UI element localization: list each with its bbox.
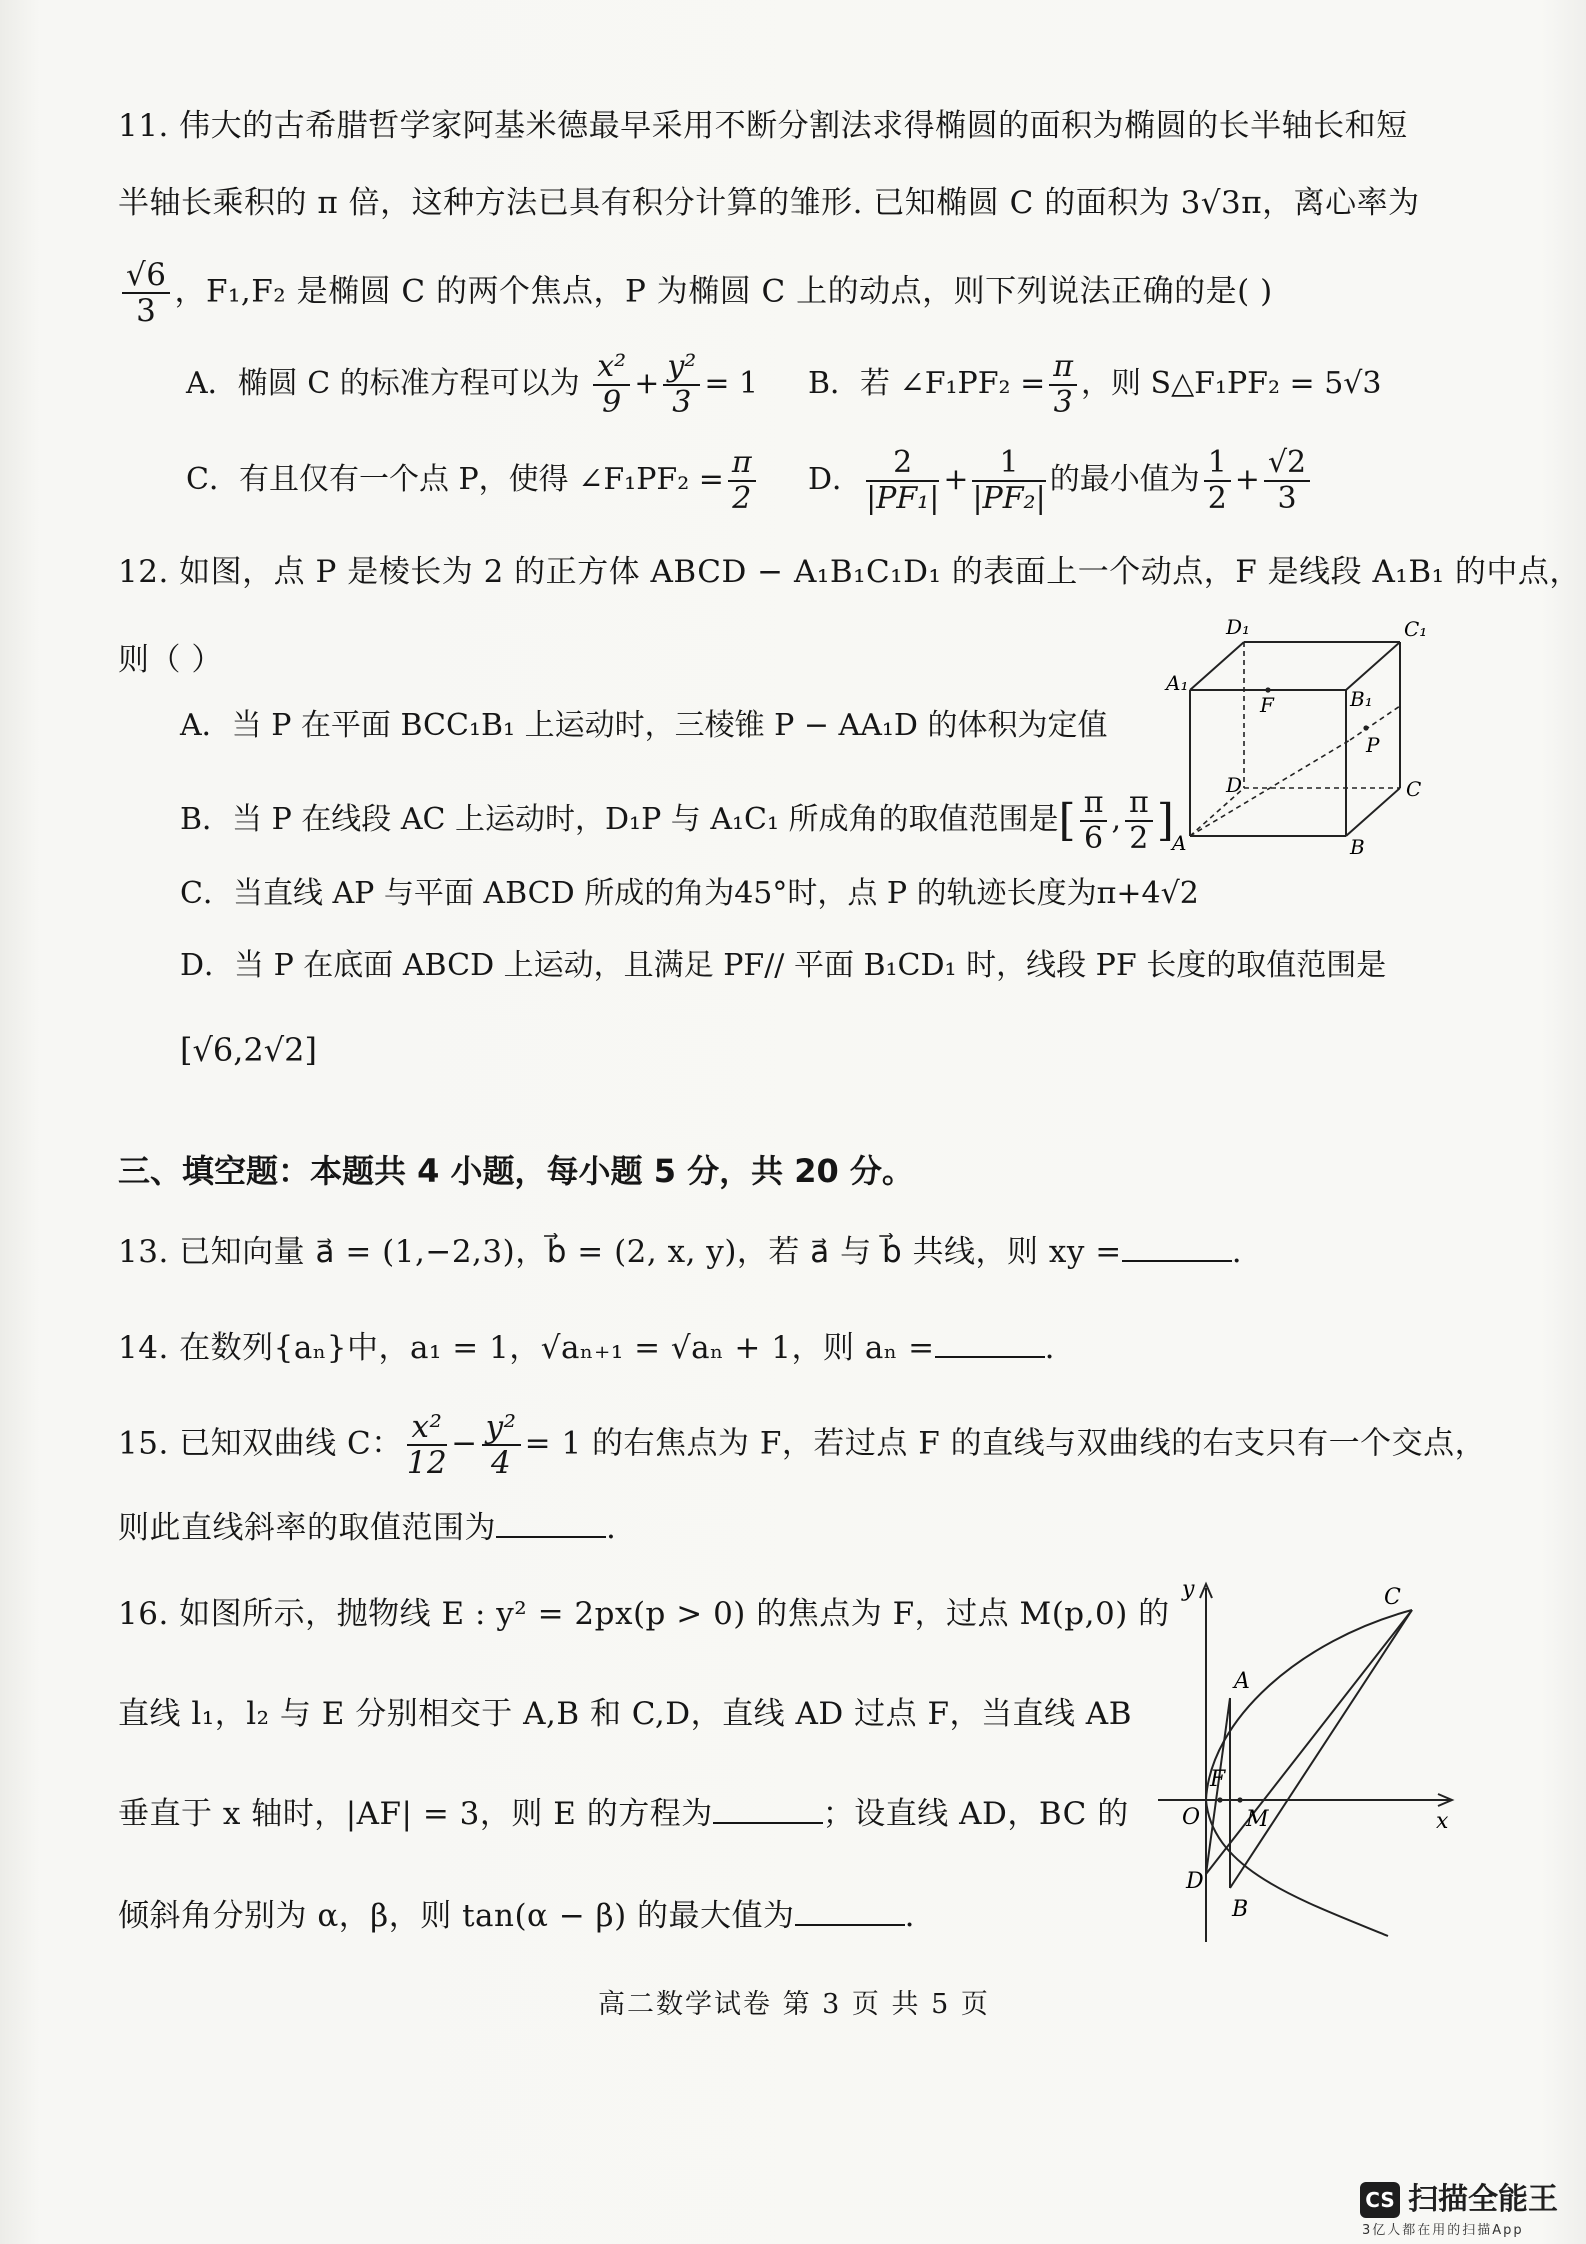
q11-d-frac1-num: 2: [866, 446, 939, 482]
q11-option-d-label: D．: [808, 462, 863, 497]
label-c: C: [1384, 1585, 1401, 1610]
q11-d-plus2: +: [1234, 462, 1260, 497]
q12-b-frac1-num: π: [1080, 786, 1108, 822]
q11-d-frac4-den: 3: [1277, 481, 1297, 516]
q16-answer-blank-1: [713, 1796, 823, 1824]
q16-line4: [118, 1896, 915, 1936]
q11-a-frac1-den: 9: [602, 385, 622, 420]
label-f: F: [1260, 693, 1274, 717]
q11-d-frac3: [1204, 446, 1231, 516]
q11-a-frac2-num: y²: [663, 350, 700, 386]
q11-d-frac2-den: |PF₂|: [972, 481, 1046, 516]
parabola-upper-branch: [1206, 1610, 1412, 1800]
q12-b-left-bracket: [: [1058, 795, 1076, 846]
camscanner-name: 扫描全能王: [1408, 2182, 1558, 2217]
q15-frac1-den: 12: [406, 1445, 448, 1481]
q11-option-b-result: ，则 S△F₁PF₂ = 5√3: [1080, 366, 1382, 401]
line-bc: [1230, 1610, 1412, 1888]
label-a1: A₁: [1166, 671, 1189, 695]
edge-a1-d1: [1190, 642, 1244, 690]
q14: [118, 1328, 1055, 1368]
q11-a-equals: = 1: [704, 366, 759, 401]
label-d1: D₁: [1226, 615, 1251, 639]
q11-a-frac2: [663, 350, 700, 420]
q11-option-d: [808, 446, 1314, 516]
q11-d-frac2: [972, 446, 1045, 516]
q11-option-a-text: A．椭圆 C 的标准方程可以为: [186, 366, 580, 401]
q11-option-d-text: 的最小值为: [1049, 462, 1200, 497]
q16-period: .: [904, 1898, 915, 1934]
q16-line3-text: 垂直于 x 轴时，|AF| = 3，则 E 的方程为: [118, 1796, 713, 1832]
q12-line1: 12. 如图，点 P 是棱长为 2 的正方体 ABCD − A₁B₁C₁D₁ 的表面上一个动点，F 是线段 A₁B₁ 的中点，: [118, 554, 1581, 590]
q11-b-frac-num: π: [1049, 350, 1077, 386]
q11-d-frac4: [1264, 446, 1310, 516]
q15-period: .: [606, 1510, 617, 1546]
q15-frac1-num: x²: [407, 1410, 447, 1446]
page-footer: 高二数学试卷 第 3 页 共 5 页: [598, 1989, 990, 2020]
label-x: x: [1436, 1809, 1449, 1834]
camscanner-tagline: 3亿人都在用的扫描App: [1362, 2223, 1524, 2238]
eccentricity-denominator: 3: [136, 293, 157, 329]
edge-b1-c1: [1346, 642, 1400, 690]
q15-text-rest: = 1 的右焦点为 F，若过点 F 的直线与双曲线的右支只有一个交点，: [524, 1425, 1487, 1462]
q11-c-frac-num: π: [728, 446, 756, 482]
q11-d-frac4-num: √2: [1264, 446, 1310, 482]
q11-c-frac: [728, 446, 756, 516]
q12-b-frac1-den: 6: [1084, 821, 1104, 856]
q11-c-frac-den: 2: [732, 481, 752, 516]
q16-line4-text: 倾斜角分别为 α，β，则 tan(α − β) 的最大值为: [118, 1898, 795, 1934]
parabola-diagram: [1150, 1570, 1460, 1950]
label-c: C: [1406, 777, 1422, 801]
q12-option-a: A．当 P 在平面 BCC₁B₁ 上运动时，三棱锥 P − AA₁D 的体积为定值: [180, 708, 1108, 743]
q12-b-frac1: [1080, 786, 1108, 856]
q12-option-b-text: B．当 P 在线段 AC 上运动时，D₁P 与 A₁C₁ 所成角的取值范围是: [180, 802, 1059, 837]
label-m: M: [1246, 1807, 1269, 1832]
q13-answer-blank: [1122, 1234, 1232, 1262]
point-p: [1363, 725, 1368, 730]
label-a: A: [1172, 831, 1187, 855]
label-c1: C₁: [1404, 617, 1428, 641]
camscanner-logo: CS: [1360, 2182, 1400, 2218]
q12-option-b: B．当 P 在线段 AC 上运动时，D₁P 与 A₁C₁ 所成角的取值范围是[ $\frac{\pi}{6}$ , $\frac{\pi}{2}$ ]: [180, 785, 1174, 856]
label-f: F: [1210, 1767, 1226, 1792]
eccentricity-numerator: √6: [122, 258, 170, 294]
label-b: B: [1232, 1897, 1249, 1922]
line-cd: [1206, 1610, 1412, 1874]
label-b: B: [1350, 835, 1365, 856]
q15-frac2: [482, 1410, 521, 1480]
q16-line2: 直线 l₁，l₂ 与 E 分别相交于 A,B 和 C,D，直线 AD 过点 F，当直线 AB: [118, 1696, 1132, 1732]
label-d: D: [1186, 1869, 1204, 1894]
label-y: y: [1182, 1577, 1195, 1602]
q13: [118, 1232, 1242, 1272]
q11-option-c: [186, 446, 760, 516]
q16-line3: [118, 1794, 1129, 1834]
q14-answer-blank: [935, 1330, 1045, 1358]
q15-frac2-den: 4: [491, 1445, 512, 1481]
q11-d-frac2-num: 1: [972, 446, 1045, 482]
q11-line2: 半轴长乘积的 π 倍，这种方法已具有积分计算的雏形. 已知椭圆 C 的面积为 3√3π，离心率为: [118, 185, 1420, 221]
q12-b-frac2-den: 2: [1129, 821, 1149, 856]
q11-option-a: [186, 350, 758, 420]
q11-d-frac3-den: 2: [1207, 481, 1227, 516]
label-a: A: [1234, 1669, 1250, 1694]
eccentricity-fraction: [122, 258, 170, 328]
q11-d-frac3-num: 1: [1204, 446, 1231, 482]
q11-line3-text: ，F₁,F₂ 是椭圆 C 的两个焦点，P 为椭圆 C 上的动点，则下列说法正确的是( ): [174, 273, 1273, 310]
label-o: O: [1182, 1805, 1201, 1830]
q11-a-plus: +: [634, 366, 660, 401]
q11-a-frac1: [593, 350, 630, 420]
q12-b-right-bracket: ]: [1156, 795, 1174, 846]
section-3-heading: 三、填空题：本题共 4 小题，每小题 5 分，共 20 分。: [118, 1152, 914, 1190]
q11-b-frac-den: 3: [1053, 385, 1073, 420]
edge-b-c: [1346, 788, 1400, 836]
q11-option-b-text: B．若 ∠F₁PF₂ =: [808, 366, 1046, 401]
q11-line1: 11. 伟大的古希腊哲学家阿基米德最早采用不断分割法求得椭圆的面积为椭圆的长半轴长和短: [118, 108, 1408, 144]
q11-d-frac1: [866, 446, 939, 516]
point-m: [1237, 1797, 1242, 1802]
q11-line3: [118, 258, 1273, 328]
cube-diagram: [1160, 606, 1430, 856]
q11-d-frac1-den: |PF₁|: [866, 481, 940, 516]
q14-period: .: [1044, 1330, 1055, 1366]
q11-option-b: [808, 350, 1382, 420]
q12-option-c: C．当直线 AP 与平面 ABCD 所成的角为45°时，点 P 的轨迹长度为π+4√2: [180, 876, 1199, 911]
label-d: D: [1226, 773, 1243, 797]
q14-text: 14. 在数列{aₙ}中，a₁ = 1，√aₙ₊₁ = √aₙ + 1，则 aₙ =: [118, 1330, 935, 1366]
q12-option-d-range: [√6,2√2]: [180, 1031, 317, 1069]
q15-line1: [118, 1410, 1486, 1480]
q15-text: 15. 已知双曲线 C：: [118, 1425, 403, 1462]
q13-text: 13. 已知向量 a⃗ = (1,−2,3)，b⃗ = (2, x, y)，若 a⃗ 与 b⃗ 共线，则 xy =: [118, 1234, 1122, 1270]
q12-option-d: D．当 P 在底面 ABCD 上运动，且满足 PF// 平面 B₁CD₁ 时，线段 PF 长度的取值范围是: [180, 948, 1387, 983]
q11-a-frac1-num: x²: [593, 350, 630, 386]
q12-line2: 则（ ）: [118, 642, 223, 678]
q15-frac2-num: y²: [482, 1410, 521, 1446]
q15-frac1: [407, 1410, 447, 1480]
q16-answer-blank-2: [795, 1898, 905, 1926]
q13-period: .: [1231, 1234, 1243, 1270]
label-b1: B₁: [1350, 687, 1373, 711]
q12-b-frac2-num: π: [1125, 786, 1153, 822]
q15-line2-text: 则此直线斜率的取值范围为: [118, 1510, 496, 1546]
q15-minus: −: [451, 1425, 478, 1462]
q11-d-plus: +: [943, 462, 969, 497]
q16-line1: 16. 如图所示，抛物线 E : y² = 2px(p > 0) 的焦点为 F，过点 M(p,0) 的: [118, 1596, 1170, 1632]
q11-b-frac: [1049, 350, 1077, 420]
point-f: [1265, 687, 1270, 692]
q11-a-frac2-den: 3: [672, 385, 692, 420]
point-f: [1217, 1797, 1222, 1802]
label-p: P: [1366, 733, 1380, 757]
q15-answer-blank: [496, 1510, 606, 1538]
q11-option-c-text: C．有且仅有一个点 P，使得 ∠F₁PF₂ =: [186, 462, 724, 497]
q12-b-frac2: [1125, 786, 1153, 856]
q16-line3-rest: ；设直线 AD，BC 的: [822, 1796, 1129, 1832]
q15-line2: [118, 1508, 616, 1548]
